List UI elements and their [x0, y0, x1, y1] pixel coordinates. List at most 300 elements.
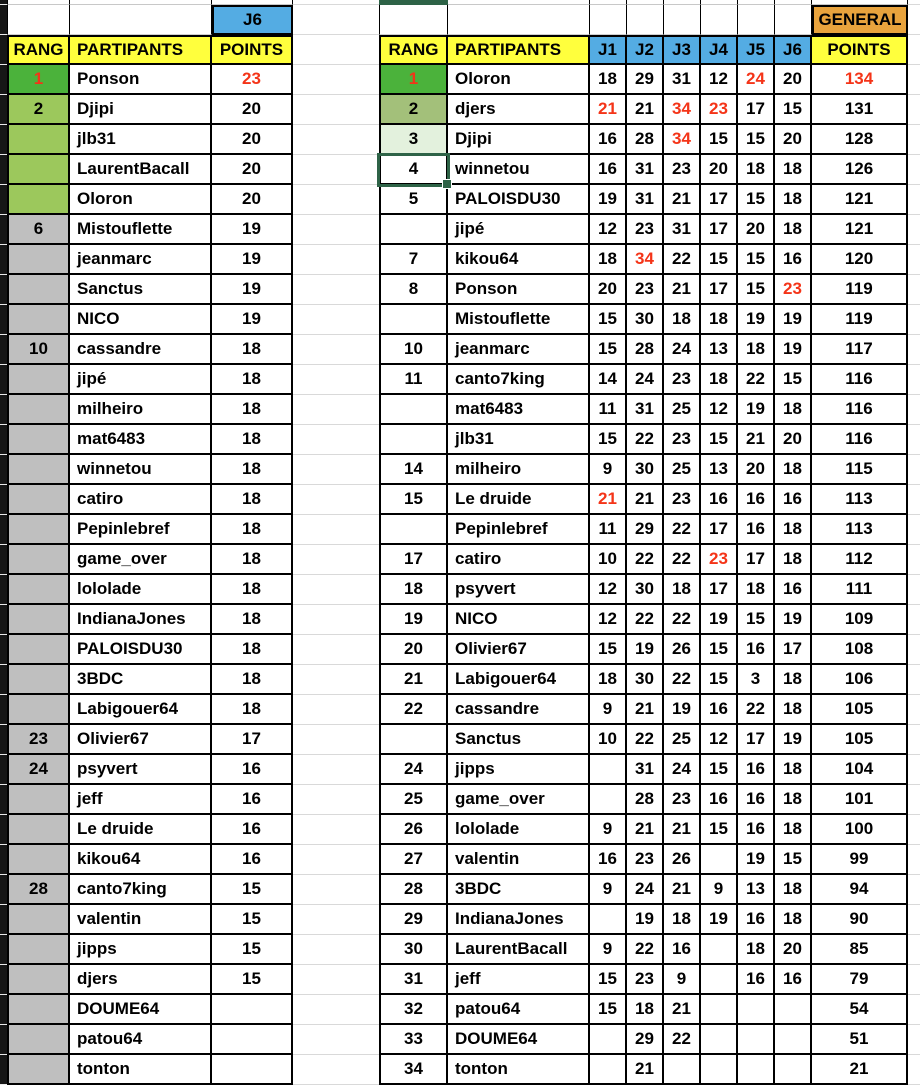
- participant-name-cell[interactable]: catiro: [70, 485, 212, 515]
- points-total-cell[interactable]: 51: [812, 1025, 908, 1055]
- participant-name-cell[interactable]: Le druide: [448, 485, 590, 515]
- points-total-cell[interactable]: 128: [812, 125, 908, 155]
- rank-cell[interactable]: [379, 425, 448, 455]
- rank-cell[interactable]: [7, 1025, 70, 1055]
- rank-cell[interactable]: 1: [379, 65, 448, 95]
- score-cell-j2[interactable]: 30: [627, 575, 664, 605]
- participant-name-cell[interactable]: canto7king: [70, 875, 212, 905]
- score-cell-j5[interactable]: 13: [738, 875, 775, 905]
- score-cell-j2[interactable]: 23: [627, 215, 664, 245]
- score-cell-j1[interactable]: [590, 755, 627, 785]
- participant-name-cell[interactable]: tonton: [70, 1055, 212, 1085]
- score-cell-j5[interactable]: 17: [738, 95, 775, 125]
- score-cell-j3[interactable]: 21: [664, 275, 701, 305]
- score-cell-j5[interactable]: 19: [738, 395, 775, 425]
- score-cell-j6[interactable]: 18: [775, 755, 812, 785]
- score-cell-j2[interactable]: 23: [627, 275, 664, 305]
- points-total-cell[interactable]: 18: [212, 425, 293, 455]
- participant-name-cell[interactable]: NICO: [70, 305, 212, 335]
- score-cell-j2[interactable]: 19: [627, 905, 664, 935]
- rank-cell[interactable]: 23: [7, 725, 70, 755]
- rank-cell[interactable]: 5: [379, 185, 448, 215]
- score-cell-j3[interactable]: 21: [664, 815, 701, 845]
- points-total-cell[interactable]: 105: [812, 725, 908, 755]
- points-total-cell[interactable]: 18: [212, 395, 293, 425]
- rank-cell[interactable]: [379, 395, 448, 425]
- points-total-cell[interactable]: [212, 1055, 293, 1085]
- score-cell-j3[interactable]: 34: [664, 125, 701, 155]
- score-cell-j1[interactable]: 9: [590, 815, 627, 845]
- rank-cell[interactable]: 14: [379, 455, 448, 485]
- participant-name-cell[interactable]: winnetou: [70, 455, 212, 485]
- score-cell-j3[interactable]: 22: [664, 665, 701, 695]
- participant-name-cell[interactable]: Pepinlebref: [70, 515, 212, 545]
- points-total-cell[interactable]: 113: [812, 515, 908, 545]
- rank-cell[interactable]: 7: [379, 245, 448, 275]
- rank-cell[interactable]: [7, 425, 70, 455]
- score-cell-j5[interactable]: 15: [738, 125, 775, 155]
- rank-cell[interactable]: 24: [7, 755, 70, 785]
- points-total-cell[interactable]: 18: [212, 665, 293, 695]
- rank-cell[interactable]: [7, 365, 70, 395]
- title-spacer-cell[interactable]: [590, 5, 627, 35]
- score-cell-j2[interactable]: 29: [627, 65, 664, 95]
- score-cell-j4[interactable]: 15: [701, 635, 738, 665]
- points-total-cell[interactable]: 120: [812, 245, 908, 275]
- rank-cell[interactable]: 34: [379, 1055, 448, 1085]
- score-cell-j6[interactable]: 16: [775, 485, 812, 515]
- participant-name-cell[interactable]: Mistouflette: [448, 305, 590, 335]
- score-cell-j3[interactable]: 16: [664, 935, 701, 965]
- points-total-cell[interactable]: 19: [212, 215, 293, 245]
- participant-name-cell[interactable]: jlb31: [70, 125, 212, 155]
- participant-name-cell[interactable]: Labigouer64: [448, 665, 590, 695]
- score-cell-j6[interactable]: [775, 1025, 812, 1055]
- score-cell-j6[interactable]: 18: [775, 545, 812, 575]
- column-header-points[interactable]: POINTS: [812, 35, 908, 65]
- points-total-cell[interactable]: 16: [212, 755, 293, 785]
- rank-cell[interactable]: [7, 905, 70, 935]
- title-spacer-cell[interactable]: [627, 5, 664, 35]
- rank-cell[interactable]: 18: [379, 575, 448, 605]
- participant-name-cell[interactable]: lololade: [70, 575, 212, 605]
- score-cell-j5[interactable]: 15: [738, 605, 775, 635]
- score-cell-j4[interactable]: 15: [701, 125, 738, 155]
- score-cell-j4[interactable]: 12: [701, 725, 738, 755]
- score-cell-j4[interactable]: 13: [701, 335, 738, 365]
- title-spacer-cell[interactable]: [448, 5, 590, 35]
- rank-cell[interactable]: [7, 515, 70, 545]
- rank-cell[interactable]: [7, 485, 70, 515]
- score-cell-j1[interactable]: 15: [590, 995, 627, 1025]
- points-total-cell[interactable]: 18: [212, 455, 293, 485]
- score-cell-j1[interactable]: 21: [590, 485, 627, 515]
- score-cell-j1[interactable]: 9: [590, 935, 627, 965]
- score-cell-j1[interactable]: 18: [590, 245, 627, 275]
- participant-name-cell[interactable]: jeanmarc: [70, 245, 212, 275]
- column-header-j1[interactable]: J1: [590, 35, 627, 65]
- score-cell-j2[interactable]: 28: [627, 125, 664, 155]
- score-cell-j2[interactable]: 28: [627, 785, 664, 815]
- points-total-cell[interactable]: 16: [212, 815, 293, 845]
- score-cell-j1[interactable]: 11: [590, 395, 627, 425]
- score-cell-j4[interactable]: 23: [701, 95, 738, 125]
- participant-name-cell[interactable]: Pepinlebref: [448, 515, 590, 545]
- score-cell-j3[interactable]: 24: [664, 755, 701, 785]
- points-total-cell[interactable]: 18: [212, 575, 293, 605]
- score-cell-j2[interactable]: 22: [627, 545, 664, 575]
- score-cell-j5[interactable]: 22: [738, 695, 775, 725]
- rank-cell[interactable]: [7, 245, 70, 275]
- score-cell-j2[interactable]: 31: [627, 395, 664, 425]
- score-cell-j2[interactable]: 21: [627, 815, 664, 845]
- score-cell-j6[interactable]: 15: [775, 95, 812, 125]
- score-cell-j3[interactable]: 21: [664, 875, 701, 905]
- rank-cell[interactable]: 22: [379, 695, 448, 725]
- participant-name-cell[interactable]: milheiro: [448, 455, 590, 485]
- participant-name-cell[interactable]: DOUME64: [70, 995, 212, 1025]
- score-cell-j5[interactable]: 16: [738, 515, 775, 545]
- rank-cell[interactable]: 33: [379, 1025, 448, 1055]
- rank-cell[interactable]: [7, 665, 70, 695]
- participant-name-cell[interactable]: IndianaJones: [448, 905, 590, 935]
- score-cell-j6[interactable]: [775, 995, 812, 1025]
- points-total-cell[interactable]: 19: [212, 245, 293, 275]
- points-total-cell[interactable]: [212, 1025, 293, 1055]
- score-cell-j4[interactable]: 17: [701, 575, 738, 605]
- score-cell-j5[interactable]: 17: [738, 545, 775, 575]
- points-total-cell[interactable]: [212, 995, 293, 1025]
- score-cell-j4[interactable]: 17: [701, 275, 738, 305]
- points-total-cell[interactable]: 105: [812, 695, 908, 725]
- score-cell-j6[interactable]: 18: [775, 515, 812, 545]
- rank-cell[interactable]: 8: [379, 275, 448, 305]
- rank-cell[interactable]: [7, 125, 70, 155]
- rank-cell[interactable]: [379, 305, 448, 335]
- column-header-partipants[interactable]: PARTIPANTS: [448, 35, 590, 65]
- score-cell-j1[interactable]: 19: [590, 185, 627, 215]
- score-cell-j5[interactable]: 15: [738, 185, 775, 215]
- participant-name-cell[interactable]: Oloron: [70, 185, 212, 215]
- points-total-cell[interactable]: 101: [812, 785, 908, 815]
- rank-cell[interactable]: [379, 515, 448, 545]
- rank-cell[interactable]: [7, 395, 70, 425]
- score-cell-j2[interactable]: 31: [627, 755, 664, 785]
- score-cell-j5[interactable]: 16: [738, 965, 775, 995]
- participant-name-cell[interactable]: patou64: [70, 1025, 212, 1055]
- rank-cell[interactable]: 2: [379, 95, 448, 125]
- score-cell-j5[interactable]: 18: [738, 935, 775, 965]
- points-total-cell[interactable]: 15: [212, 935, 293, 965]
- participant-name-cell[interactable]: Mistouflette: [70, 215, 212, 245]
- score-cell-j4[interactable]: 17: [701, 215, 738, 245]
- score-cell-j5[interactable]: 17: [738, 725, 775, 755]
- rank-cell[interactable]: 11: [379, 365, 448, 395]
- score-cell-j1[interactable]: 9: [590, 695, 627, 725]
- score-cell-j6[interactable]: 16: [775, 965, 812, 995]
- rank-cell[interactable]: [7, 545, 70, 575]
- score-cell-j1[interactable]: 18: [590, 65, 627, 95]
- rank-cell[interactable]: 15: [379, 485, 448, 515]
- points-total-cell[interactable]: 15: [212, 965, 293, 995]
- participant-name-cell[interactable]: Djipi: [448, 125, 590, 155]
- score-cell-j6[interactable]: 20: [775, 425, 812, 455]
- score-cell-j5[interactable]: 20: [738, 455, 775, 485]
- title-spacer-cell[interactable]: [7, 5, 70, 35]
- score-cell-j4[interactable]: 12: [701, 395, 738, 425]
- rank-cell[interactable]: 29: [379, 905, 448, 935]
- score-cell-j5[interactable]: 21: [738, 425, 775, 455]
- points-total-cell[interactable]: 18: [212, 545, 293, 575]
- participant-name-cell[interactable]: jlb31: [448, 425, 590, 455]
- rank-cell[interactable]: 21: [379, 665, 448, 695]
- participant-name-cell[interactable]: mat6483: [70, 425, 212, 455]
- participant-name-cell[interactable]: patou64: [448, 995, 590, 1025]
- score-cell-j6[interactable]: 19: [775, 335, 812, 365]
- points-total-cell[interactable]: 18: [212, 695, 293, 725]
- score-cell-j3[interactable]: 18: [664, 305, 701, 335]
- score-cell-j6[interactable]: 18: [775, 875, 812, 905]
- column-header-rang[interactable]: RANG: [7, 35, 70, 65]
- points-total-cell[interactable]: 16: [212, 845, 293, 875]
- rank-cell[interactable]: [7, 695, 70, 725]
- score-cell-j1[interactable]: 12: [590, 605, 627, 635]
- score-cell-j2[interactable]: 22: [627, 725, 664, 755]
- score-cell-j6[interactable]: 19: [775, 605, 812, 635]
- rank-cell[interactable]: 27: [379, 845, 448, 875]
- participant-name-cell[interactable]: Djipi: [70, 95, 212, 125]
- score-cell-j1[interactable]: [590, 905, 627, 935]
- column-header-j5[interactable]: J5: [738, 35, 775, 65]
- points-total-cell[interactable]: 18: [212, 635, 293, 665]
- score-cell-j2[interactable]: 22: [627, 605, 664, 635]
- score-cell-j2[interactable]: 19: [627, 635, 664, 665]
- score-cell-j3[interactable]: 23: [664, 425, 701, 455]
- score-cell-j4[interactable]: [701, 965, 738, 995]
- score-cell-j1[interactable]: 15: [590, 305, 627, 335]
- score-cell-j3[interactable]: 22: [664, 245, 701, 275]
- participant-name-cell[interactable]: 3BDC: [448, 875, 590, 905]
- matchday-title-cell[interactable]: J6: [212, 5, 293, 35]
- score-cell-j5[interactable]: 16: [738, 815, 775, 845]
- points-total-cell[interactable]: 111: [812, 575, 908, 605]
- score-cell-j6[interactable]: 15: [775, 845, 812, 875]
- points-total-cell[interactable]: 131: [812, 95, 908, 125]
- score-cell-j5[interactable]: 18: [738, 155, 775, 185]
- points-total-cell[interactable]: 79: [812, 965, 908, 995]
- points-total-cell[interactable]: 85: [812, 935, 908, 965]
- score-cell-j4[interactable]: [701, 1055, 738, 1085]
- score-cell-j1[interactable]: 20: [590, 275, 627, 305]
- participant-name-cell[interactable]: game_over: [70, 545, 212, 575]
- score-cell-j2[interactable]: 24: [627, 365, 664, 395]
- points-total-cell[interactable]: 126: [812, 155, 908, 185]
- score-cell-j5[interactable]: 16: [738, 785, 775, 815]
- participant-name-cell[interactable]: jeff: [448, 965, 590, 995]
- points-total-cell[interactable]: 20: [212, 185, 293, 215]
- score-cell-j5[interactable]: 3: [738, 665, 775, 695]
- score-cell-j2[interactable]: 21: [627, 95, 664, 125]
- score-cell-j6[interactable]: 16: [775, 245, 812, 275]
- score-cell-j4[interactable]: 15: [701, 425, 738, 455]
- score-cell-j5[interactable]: 16: [738, 905, 775, 935]
- score-cell-j5[interactable]: 19: [738, 305, 775, 335]
- rank-cell[interactable]: [379, 215, 448, 245]
- score-cell-j4[interactable]: 19: [701, 605, 738, 635]
- points-total-cell[interactable]: 21: [812, 1055, 908, 1085]
- title-spacer-cell[interactable]: [738, 5, 775, 35]
- score-cell-j5[interactable]: 15: [738, 245, 775, 275]
- points-total-cell[interactable]: 112: [812, 545, 908, 575]
- column-header-partipants[interactable]: PARTIPANTS: [70, 35, 212, 65]
- score-cell-j1[interactable]: 12: [590, 215, 627, 245]
- score-cell-j3[interactable]: 24: [664, 335, 701, 365]
- rank-cell[interactable]: [7, 965, 70, 995]
- score-cell-j1[interactable]: 15: [590, 425, 627, 455]
- score-cell-j6[interactable]: 18: [775, 395, 812, 425]
- rank-cell[interactable]: 6: [7, 215, 70, 245]
- participant-name-cell[interactable]: tonton: [448, 1055, 590, 1085]
- score-cell-j1[interactable]: [590, 1055, 627, 1085]
- score-cell-j4[interactable]: 20: [701, 155, 738, 185]
- score-cell-j4[interactable]: [701, 995, 738, 1025]
- score-cell-j4[interactable]: [701, 1025, 738, 1055]
- score-cell-j6[interactable]: 18: [775, 785, 812, 815]
- rank-cell[interactable]: [7, 305, 70, 335]
- points-total-cell[interactable]: 18: [212, 335, 293, 365]
- participant-name-cell[interactable]: Ponson: [70, 65, 212, 95]
- points-total-cell[interactable]: 99: [812, 845, 908, 875]
- score-cell-j5[interactable]: 24: [738, 65, 775, 95]
- score-cell-j6[interactable]: 18: [775, 695, 812, 725]
- score-cell-j1[interactable]: [590, 1025, 627, 1055]
- participant-name-cell[interactable]: kikou64: [448, 245, 590, 275]
- rank-cell[interactable]: [7, 845, 70, 875]
- score-cell-j6[interactable]: 20: [775, 125, 812, 155]
- score-cell-j4[interactable]: 23: [701, 545, 738, 575]
- participant-name-cell[interactable]: jeanmarc: [448, 335, 590, 365]
- score-cell-j4[interactable]: 13: [701, 455, 738, 485]
- score-cell-j3[interactable]: 23: [664, 485, 701, 515]
- participant-name-cell[interactable]: jipé: [448, 215, 590, 245]
- participant-name-cell[interactable]: jeff: [70, 785, 212, 815]
- participant-name-cell[interactable]: djers: [70, 965, 212, 995]
- score-cell-j2[interactable]: 22: [627, 935, 664, 965]
- score-cell-j2[interactable]: 21: [627, 485, 664, 515]
- participant-name-cell[interactable]: psyvert: [448, 575, 590, 605]
- participant-name-cell[interactable]: Olivier67: [448, 635, 590, 665]
- score-cell-j3[interactable]: 18: [664, 575, 701, 605]
- score-cell-j2[interactable]: 30: [627, 455, 664, 485]
- participant-name-cell[interactable]: Olivier67: [70, 725, 212, 755]
- score-cell-j2[interactable]: 29: [627, 1025, 664, 1055]
- participant-name-cell[interactable]: jipps: [448, 755, 590, 785]
- rank-cell[interactable]: 3: [379, 125, 448, 155]
- score-cell-j3[interactable]: 31: [664, 215, 701, 245]
- rank-cell[interactable]: 31: [379, 965, 448, 995]
- title-spacer-cell[interactable]: [775, 5, 812, 35]
- score-cell-j4[interactable]: [701, 935, 738, 965]
- points-total-cell[interactable]: 116: [812, 365, 908, 395]
- score-cell-j2[interactable]: 30: [627, 305, 664, 335]
- score-cell-j6[interactable]: 18: [775, 455, 812, 485]
- participant-name-cell[interactable]: Le druide: [70, 815, 212, 845]
- participant-name-cell[interactable]: LaurentBacall: [448, 935, 590, 965]
- score-cell-j3[interactable]: 9: [664, 965, 701, 995]
- points-total-cell[interactable]: 15: [212, 875, 293, 905]
- score-cell-j3[interactable]: 25: [664, 725, 701, 755]
- score-cell-j6[interactable]: 18: [775, 215, 812, 245]
- score-cell-j2[interactable]: 31: [627, 185, 664, 215]
- participant-name-cell[interactable]: lololade: [448, 815, 590, 845]
- participant-name-cell[interactable]: Labigouer64: [70, 695, 212, 725]
- points-total-cell[interactable]: 115: [812, 455, 908, 485]
- participant-name-cell[interactable]: PALOISDU30: [70, 635, 212, 665]
- score-cell-j1[interactable]: 10: [590, 725, 627, 755]
- score-cell-j5[interactable]: 16: [738, 635, 775, 665]
- score-cell-j3[interactable]: 22: [664, 605, 701, 635]
- general-title-cell[interactable]: GENERAL: [812, 5, 908, 35]
- score-cell-j1[interactable]: 9: [590, 875, 627, 905]
- points-total-cell[interactable]: 116: [812, 425, 908, 455]
- points-total-cell[interactable]: 19: [212, 275, 293, 305]
- column-header-j3[interactable]: J3: [664, 35, 701, 65]
- participant-name-cell[interactable]: Ponson: [448, 275, 590, 305]
- score-cell-j3[interactable]: 23: [664, 155, 701, 185]
- score-cell-j3[interactable]: 19: [664, 695, 701, 725]
- score-cell-j2[interactable]: 18: [627, 995, 664, 1025]
- points-total-cell[interactable]: 23: [212, 65, 293, 95]
- score-cell-j4[interactable]: 15: [701, 665, 738, 695]
- score-cell-j6[interactable]: [775, 1055, 812, 1085]
- score-cell-j3[interactable]: 21: [664, 995, 701, 1025]
- score-cell-j4[interactable]: 16: [701, 695, 738, 725]
- rank-cell[interactable]: [7, 785, 70, 815]
- title-spacer-cell[interactable]: [379, 5, 448, 35]
- points-total-cell[interactable]: 121: [812, 185, 908, 215]
- score-cell-j4[interactable]: 15: [701, 815, 738, 845]
- score-cell-j2[interactable]: 29: [627, 515, 664, 545]
- rank-cell[interactable]: [7, 155, 70, 185]
- points-total-cell[interactable]: 109: [812, 605, 908, 635]
- rank-cell[interactable]: [7, 1055, 70, 1085]
- title-spacer-cell[interactable]: [701, 5, 738, 35]
- rank-cell[interactable]: 20: [379, 635, 448, 665]
- score-cell-j3[interactable]: 21: [664, 185, 701, 215]
- points-total-cell[interactable]: 18: [212, 515, 293, 545]
- score-cell-j2[interactable]: 24: [627, 875, 664, 905]
- points-total-cell[interactable]: 100: [812, 815, 908, 845]
- score-cell-j1[interactable]: 14: [590, 365, 627, 395]
- participant-name-cell[interactable]: catiro: [448, 545, 590, 575]
- rank-cell[interactable]: 26: [379, 815, 448, 845]
- score-cell-j5[interactable]: 22: [738, 365, 775, 395]
- points-total-cell[interactable]: 20: [212, 125, 293, 155]
- participant-name-cell[interactable]: Sanctus: [70, 275, 212, 305]
- rank-cell[interactable]: [7, 935, 70, 965]
- score-cell-j5[interactable]: 19: [738, 845, 775, 875]
- score-cell-j3[interactable]: 26: [664, 845, 701, 875]
- score-cell-j1[interactable]: 10: [590, 545, 627, 575]
- participant-name-cell[interactable]: LaurentBacall: [70, 155, 212, 185]
- points-total-cell[interactable]: 18: [212, 365, 293, 395]
- score-cell-j1[interactable]: 9: [590, 455, 627, 485]
- score-cell-j2[interactable]: 21: [627, 695, 664, 725]
- score-cell-j1[interactable]: 15: [590, 965, 627, 995]
- score-cell-j1[interactable]: 15: [590, 635, 627, 665]
- rank-cell[interactable]: 19: [379, 605, 448, 635]
- score-cell-j2[interactable]: 22: [627, 425, 664, 455]
